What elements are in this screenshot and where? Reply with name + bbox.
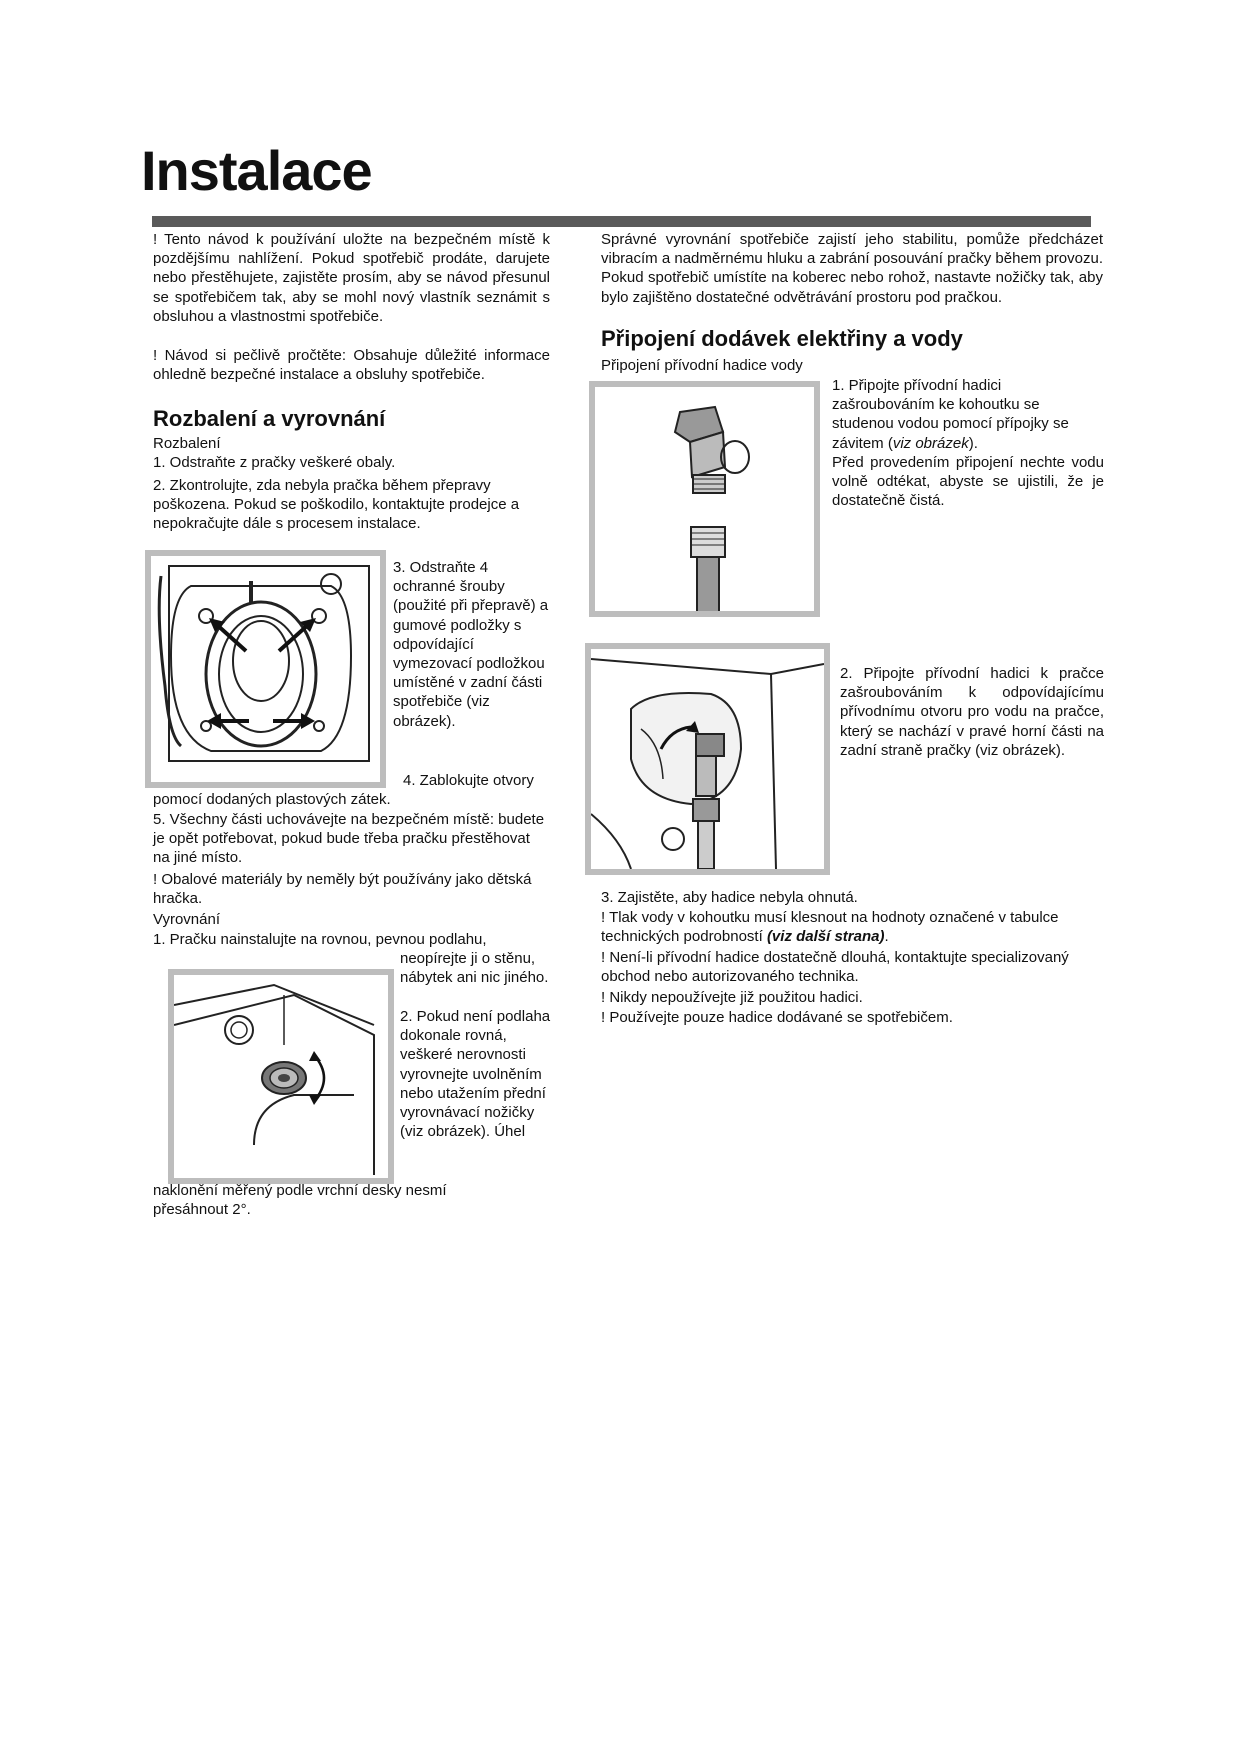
leveling-step-2-end: naklonění měřený podle vrchní desky nesmí přesáhnout 2°. [153,1182,447,1219]
intro-paragraph-1: ! Tento návod k používání uložte na bezpečném místě k pozdějšímu nahlížení. Pokud spotřebič prodáte, darujete nebo přestěhujete, zajistěte prosím, aby se návod přesunul se spotřebičem tak, aby se mohl nový vlastník seznámit s obsluhou a vlastnostmi spotřebiče. [153,231,550,325]
pressure-note-text: ! Tlak vody v kohoutku musí klesnout na hodnoty označené v tabulce technických podrobností [601,909,1059,946]
hose-step-1-text-end: ). [968,434,978,452]
leveling-step-2: 2. Pokud není podlaha dokonale rovná, veškeré nerovnosti vyrovnejte uvolněním nebo utažením přední vyrovnávací nožičky (viz obrázek). Úhel [400,1008,551,1141]
machine-inlet-illustration [591,649,824,869]
hose-length-note: ! Není-li přívodní hadice dostatečně dlouhá, kontaktujte specializovaný obchod nebo autorizovaného technika. [601,949,1069,986]
hose-step-2: 2. Připojte přívodní hadici k pračce zašroubováním k odpovídajícímu přívodnímu otvoru pro vodu na pračce, který se nachází v pravé horní části na zadní straně pračky (viz obrázek). [840,665,1104,759]
unpacking-step-4-start: 4. Zablokujte otvory [403,772,534,789]
unpacking-step-1: 1. Odstraňte z pračky veškeré obaly. [153,454,396,471]
unpacking-step-5: 5. Všechny části uchovávejte na bezpečném místě: budete je opět potřebovat, pokud bude třeba pračku přestěhovat na jiné místo. [153,811,545,867]
pressure-note-end: . [884,928,889,946]
packaging-warning: ! Obalové materiály by neměly být používány jako dětská hračka. [153,871,532,908]
no-used-hose-note: ! Nikdy nepoužívejte již použitou hadici. [601,989,863,1006]
hose-step-3: 3. Zajistěte, aby hadice nebyla ohnutá. [601,889,858,906]
hose-step-1-figure-ref: viz obrázek [892,434,969,452]
tap-connection-figure [589,381,820,617]
leveling-step-1-line1: 1. Pračku nainstalujte na rovnou, pevnou podlahu, [153,931,487,948]
section-heading-unpacking: Rozbalení a vyrovnání [153,406,386,431]
leveling-step-1-rest: neopírejte ji o stěnu, nábytek ani nic jiného. [400,950,549,987]
transport-bolts-figure [145,550,386,788]
hose-step-1-text: 1. Připojte přívodní hadici zašroubováním ke kohoutku se studenou vodou pomocí přípojky se závitem ( [832,377,1069,452]
washer-back-illustration [151,556,380,782]
supplied-hose-note: ! Používejte pouze hadice dodávané se spotřebičem. [601,1009,953,1026]
leveling-foot-figure [168,969,394,1184]
tap-and-hose-illustration [595,387,814,611]
title-divider [152,216,1091,227]
pressure-note-ref: (viz další strana) [766,928,885,946]
unpacking-step-3: 3. Odstraňte 4 ochranné šrouby (použité při přepravě) a gumové podložky s odpovídající vymezovací podložkou umístěné v zadní části spotřebiče (viz obrázek). [393,559,549,730]
page-title: Instalace [141,139,372,202]
unpacking-step-4-end: pomocí dodaných plastových zátek. [153,791,391,808]
unpacking-step-2: 2. Zkontrolujte, zda nebyla pračka během přepravy poškozena. Pokud se poškodilo, kontaktujte prodejce a nepokračujte dále s procesem instalace. [153,477,520,533]
hose-step-1-flush-note: Před provedením připojení nechte vodu volně odtékat, abyste se ujistili, že je dostatečně čistá. [832,454,1104,510]
hose-connection-label: Připojení přívodní hadice vody [601,357,803,374]
leveling-foot-illustration [174,975,388,1178]
leveling-importance-paragraph: Správné vyrovnání spotřebiče zajistí jeho stabilitu, pomůže předcházet vibracím a nadměrnému hluku a zabrání posouvání pračky během provozu. Pokud spotřebič umístíte na koberec nebo rohož, nastavte nožičky tak, aby bylo zajištěno dostatečné odvětrávání prostoru pod pračkou. [601,231,1103,306]
section-heading-connections: Připojení dodávek elektřiny a vody [601,326,963,351]
unpacking-label: Rozbalení [153,435,221,452]
machine-inlet-figure [585,643,830,875]
leveling-label: Vyrovnání [153,911,220,928]
pressure-note [601,908,1111,946]
hose-step-1 [832,376,1104,453]
intro-paragraph-2: ! Návod si pečlivě pročtěte: Obsahuje důležité informace ohledně bezpečné instalace a obsluhy spotřebiče. [153,347,550,384]
